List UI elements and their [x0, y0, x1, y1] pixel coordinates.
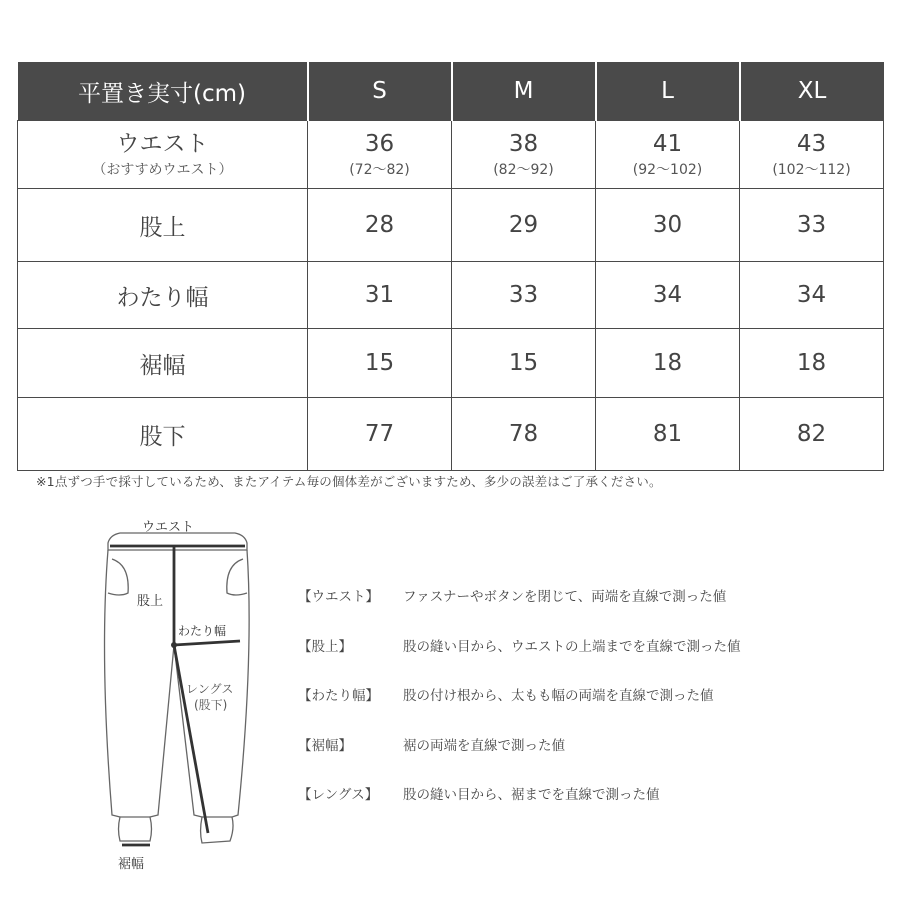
length-label-line1: レングス — [186, 682, 234, 696]
legend-item-rise — [298, 635, 858, 685]
cell-subvalue: (102～112) — [772, 161, 851, 178]
legend-desc: 股の縫い目から、ウエストの上端までを直線で測った値 — [403, 638, 741, 655]
hem-label: 裾幅 — [118, 857, 145, 872]
table-cell: 15 — [308, 329, 452, 398]
legend-desc: 股の縫い目から、裾までを直線で測った値 — [403, 787, 660, 803]
legend-item-thigh — [298, 684, 858, 734]
legend-item-length — [298, 783, 858, 833]
table-cell: 33 — [740, 189, 884, 262]
length-label-line2: (股下) — [194, 698, 228, 712]
table-row-thigh — [18, 262, 884, 329]
table-cell: 77 — [308, 398, 452, 471]
table-cell: 81 — [596, 398, 740, 471]
table-cell — [452, 121, 596, 189]
table-cell: 28 — [308, 189, 452, 262]
pants-diagram — [90, 515, 270, 885]
row-label: 股下 — [18, 398, 308, 471]
waist-label: ウエスト — [142, 520, 195, 535]
cell-subvalue: (72～82) — [349, 161, 410, 178]
legend-key: 【レングス】 — [298, 787, 379, 803]
table-cell: 82 — [740, 398, 884, 471]
table-cell: 33 — [452, 262, 596, 329]
table-cell: 31 — [308, 262, 452, 329]
length-measure-line — [174, 645, 208, 833]
measurement-legend — [298, 585, 858, 833]
legend-desc: 裾の両端を直線で測った値 — [403, 737, 565, 754]
size-table — [17, 62, 884, 471]
legend-key: 【股上】 — [298, 638, 352, 655]
cell-subvalue: (92～102) — [632, 161, 703, 178]
legend-desc: 股の付け根から、太もも幅の両端を直線で測った値 — [403, 688, 714, 704]
header-measurement: 平置き実寸(cm) — [18, 62, 308, 121]
crotch-point — [171, 642, 177, 648]
header-size-l: L — [596, 62, 740, 121]
table-cell: 29 — [452, 189, 596, 262]
row-label — [18, 121, 308, 189]
table-cell: 18 — [740, 329, 884, 398]
table-row-rise — [18, 189, 884, 262]
rise-label: 股上 — [137, 594, 164, 609]
cell-value: 38 — [508, 130, 539, 157]
table-header-row — [18, 62, 884, 121]
header-size-xl: XL — [740, 62, 884, 121]
table-cell: 78 — [452, 398, 596, 471]
legend-key: 【わたり幅】 — [298, 688, 379, 704]
table-cell — [740, 121, 884, 189]
table-cell: 15 — [452, 329, 596, 398]
row-label: 股上 — [18, 189, 308, 262]
thigh-measure-line — [174, 641, 240, 645]
legend-key: 【裾幅】 — [298, 737, 352, 754]
cell-value: 43 — [796, 130, 827, 157]
table-row-hem — [18, 329, 884, 398]
thigh-label: わたり幅 — [178, 624, 227, 638]
row-label: わたり幅 — [18, 262, 308, 329]
legend-item-waist — [298, 585, 858, 635]
cell-value: 36 — [364, 130, 395, 157]
table-cell — [308, 121, 452, 189]
table-cell: 34 — [596, 262, 740, 329]
row-label-main: ウエスト — [116, 130, 209, 157]
cell-subvalue: (82～92) — [493, 161, 554, 178]
header-size-m: M — [452, 62, 596, 121]
legend-desc: ファスナーやボタンを閉じて、両端を直線で測った値 — [403, 589, 727, 605]
table-row-waist — [18, 121, 884, 189]
measurement-note: ※1点ずつ手で採寸しているため、またアイテム毎の個体差がございますため、多少の誤差はご了承ください。 — [36, 474, 662, 489]
legend-key: 【ウエスト】 — [298, 589, 379, 605]
table-cell: 18 — [596, 329, 740, 398]
legend-item-hem — [298, 734, 858, 784]
header-size-s: S — [308, 62, 452, 121]
table-cell — [596, 121, 740, 189]
cell-value: 41 — [652, 130, 683, 157]
row-label-sub: （おすすめウエスト） — [92, 161, 233, 178]
table-cell: 30 — [596, 189, 740, 262]
table-cell: 34 — [740, 262, 884, 329]
row-label: 裾幅 — [18, 329, 308, 398]
table-row-inseam — [18, 398, 884, 471]
